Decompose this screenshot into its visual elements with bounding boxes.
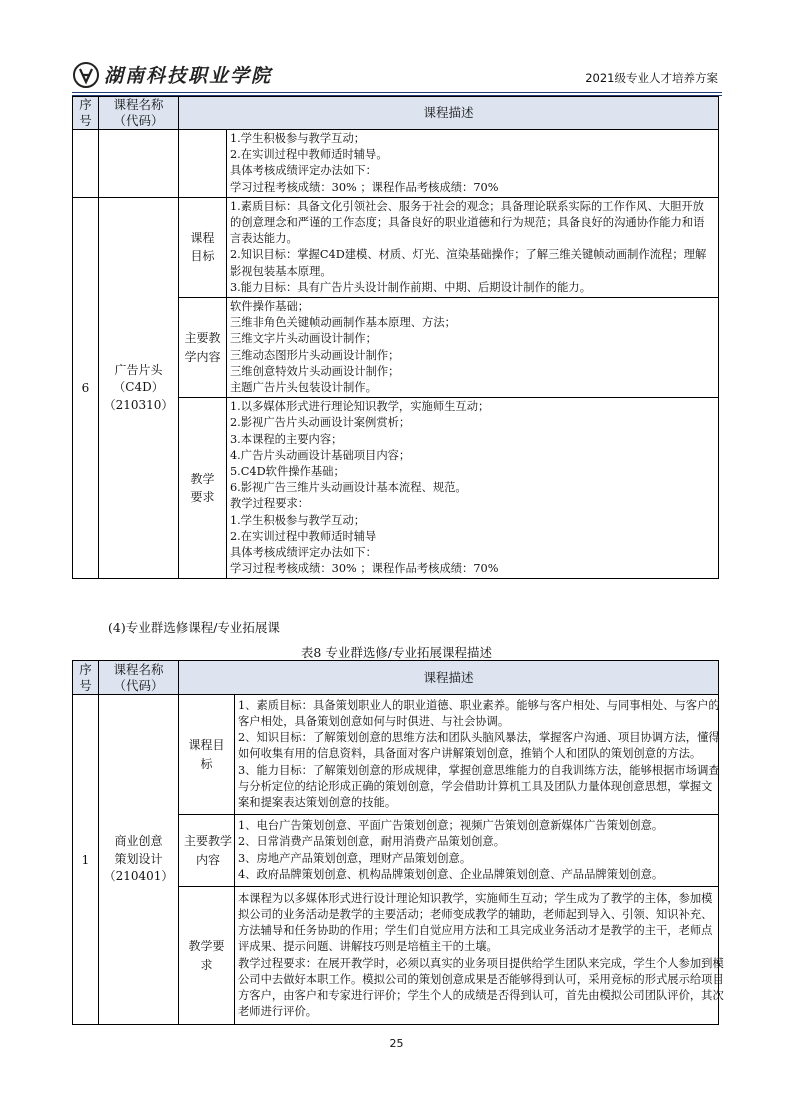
desc-line: 3.本课程的主要内容； — [230, 432, 343, 446]
desc-line: 的创意理念和严谨的工作态度；具备良好的职业道德和行为规范；具备良好的沟通协作能力和语 — [230, 216, 705, 230]
desc-line: 3、房地产产品策划创意，理财产品策划创意。 — [238, 851, 472, 865]
header-num: 序号 — [73, 661, 99, 695]
desc-line: 5.C4D软件操作基础； — [230, 465, 345, 479]
desc-line: 学习过程考核成绩：30% ；课程作品考核成绩：70% — [230, 180, 499, 194]
desc-line: 三维非角色关键帧动画制作基本原理、方法； — [230, 316, 456, 330]
desc-line: 公司中去做好本职工作。模拟公司的策划创意成果是否能够得到认可，采用竞标的形式展示给项目 — [238, 972, 724, 986]
course-table-1 — [72, 96, 719, 579]
cell-desc-content — [235, 815, 719, 887]
table-header-row — [73, 661, 719, 695]
desc-line: 软件操作基础； — [230, 300, 310, 314]
header-num: 序号 — [73, 97, 99, 130]
desc-line: 三维文字片头动画设计制作； — [230, 332, 377, 346]
desc-line: 1、素质目标：具备策划职业人的职业道德、职业素养。能够与客户相处、与同事相处、与客户的 — [238, 698, 720, 712]
desc-line: 2.知识目标：掌握C4D建模、材质、灯光、渲染基础操作；了解三维关键帧动画制作流程；理解 — [230, 248, 707, 262]
course-name: 商业创意 策划设计 （210401） — [99, 695, 179, 1025]
desc-line: 具体考核成绩评定办法如下： — [230, 546, 377, 560]
desc-line: 2、知识目标：了解策划创意的思维方法和团队头脑风暴法，掌握客户沟通、项目协调方法，懂得 — [238, 731, 720, 745]
desc-line: 4.广告片头动画设计基础项目内容； — [230, 448, 411, 462]
header-doc-title: 2021级专业人才培养方案 — [585, 71, 718, 85]
row-label-requirements: 教学要求 — [179, 398, 227, 579]
course-table-2 — [72, 660, 724, 1025]
desc-line: 1.学生积极参与教学互动； — [230, 132, 366, 145]
row-label-objectives: 课程目标 — [179, 197, 227, 297]
desc-line: 2.在实训过程中教师适时辅导。 — [230, 148, 388, 162]
page-number: 25 — [389, 1037, 404, 1050]
cell-desc-requirements — [235, 887, 724, 1025]
table-caption: 表8 专业群选修/专业拓展课程描述 — [300, 645, 493, 660]
desc-line: 2.在实训过程中教师适时辅导 — [230, 529, 377, 543]
desc-line: 3.能力目标：具有广告片头设计制作前期、中期、后期设计制作的能力。 — [230, 280, 591, 294]
table-header-row — [73, 97, 719, 130]
logo-text: 湖南科技职业学院 — [104, 65, 273, 87]
table-row — [73, 695, 719, 815]
cell-desc-content — [227, 298, 719, 398]
row-label-content: 主要教学内容 — [179, 815, 235, 887]
cell-num-empty — [73, 130, 99, 198]
desc-line: 2.影视广告片头动画设计案例赏析； — [230, 416, 411, 430]
row-label-requirements: 教学要求 — [179, 887, 235, 1025]
cell-desc-continued — [227, 130, 719, 198]
desc-line: 客户相处，具备策划创意如何与时俱进、与社会协调。 — [238, 714, 510, 728]
table-row-continued — [73, 130, 719, 198]
page-header — [72, 58, 722, 92]
header-name: 课程名称（代码） — [99, 97, 179, 130]
row-label-objectives: 课程目标 — [179, 695, 235, 815]
desc-line: 方法辅导和任务协助的作用；学生们自觉应用方法和工具完成业务活动才是教学的主干，老师点 — [238, 924, 713, 938]
desc-line: 评成果、提示问题、讲解技巧则是培植主干的土壤。 — [238, 940, 498, 954]
desc-line: 教学过程要求：在展开教学时，必须以真实的业务项目提供给学生团队来完成，学生个人参加到模 — [238, 956, 724, 970]
cell-label-empty — [179, 130, 227, 198]
course-number: 6 — [73, 197, 99, 579]
desc-line: 与分析定位的结论形成正确的策划创意，学会借助计算机工具及团队力量体现创意思想，掌握文 — [238, 779, 713, 793]
desc-line: 4、政府品牌策划创意、机构品牌策划创意、企业品牌策划创意、产品品牌策划创意。 — [238, 867, 664, 881]
desc-line: 6.影视广告三维片头动画设计基本流程、规范。 — [230, 481, 467, 495]
row-label-content: 主要教学内容 — [179, 298, 227, 398]
desc-line: 本课程为以多媒体形式进行设计理论知识教学，实施师生互动；学生成为了教学的主体，参加模 — [238, 891, 713, 905]
desc-line: 1、电台广告策划创意、平面广告策划创意；视频广告策划创意新媒体广告策划创意。 — [238, 819, 664, 833]
desc-line: 1.素质目标：具备文化引领社会、服务于社会的观念；具备理论联系实际的工作作风、大胆开放 — [230, 199, 704, 213]
desc-line: 三维创意特效片头动画设计制作； — [230, 364, 400, 378]
desc-line: 1.以多媒体形式进行理论知识教学，实施师生互动； — [230, 400, 490, 414]
course-number: 1 — [73, 695, 99, 1025]
desc-line: 2、日常消费产品策划创意，耐用消费产品策划创意。 — [238, 835, 506, 849]
desc-line: 具体考核成绩评定办法如下： — [230, 164, 377, 178]
header-divider — [72, 92, 722, 93]
course-name: 广告片头 （C4D） （210310） — [99, 197, 179, 579]
header-desc: 课程描述 — [179, 661, 719, 695]
desc-line: 方客户，由客户和专家进行评价；学生个人的成绩是否得到认可，首先由模拟公司团队评价，其次 — [238, 988, 724, 1002]
cell-name-empty — [99, 130, 179, 198]
cell-desc-objectives — [235, 695, 719, 815]
desc-line: 拟公司的业务活动是教学的主要活动；老师变成教学的辅助，老师起到导入、引领、知识补充、 — [238, 907, 713, 921]
desc-line: 1.学生积极参与教学互动； — [230, 513, 366, 527]
section-title: (4)专业群选修课程/专业拓展课 — [108, 620, 280, 635]
desc-line: 影视包装基本原理。 — [230, 264, 332, 278]
school-logo — [72, 60, 273, 90]
header-desc: 课程描述 — [179, 97, 719, 130]
desc-line: 老师进行评价。 — [238, 1005, 318, 1019]
cell-desc-objectives — [227, 197, 719, 297]
desc-line: 如何收集有用的信息资料，具备面对客户讲解策划创意，推销个人和团队的策划创意的方法。 — [238, 747, 702, 761]
desc-line: 教学过程要求： — [230, 497, 310, 511]
desc-line: 三维动态图形片头动画设计制作； — [230, 348, 400, 362]
desc-line: 案和提案表达策划创意的技能。 — [238, 796, 397, 809]
desc-line: 主题广告片头包装设计制作。 — [230, 381, 377, 395]
table-row — [73, 197, 719, 297]
desc-line: 言表达能力。 — [230, 232, 298, 246]
header-name: 课程名称（代码） — [99, 661, 179, 695]
desc-line: 学习过程考核成绩：30% ；课程作品考核成绩：70% — [230, 562, 499, 576]
cell-desc-requirements — [227, 398, 719, 579]
desc-line: 3、能力目标：了解策划创意的形成规律，掌握创意思维能力的自我训练方法，能够根据市场调查 — [238, 763, 720, 777]
